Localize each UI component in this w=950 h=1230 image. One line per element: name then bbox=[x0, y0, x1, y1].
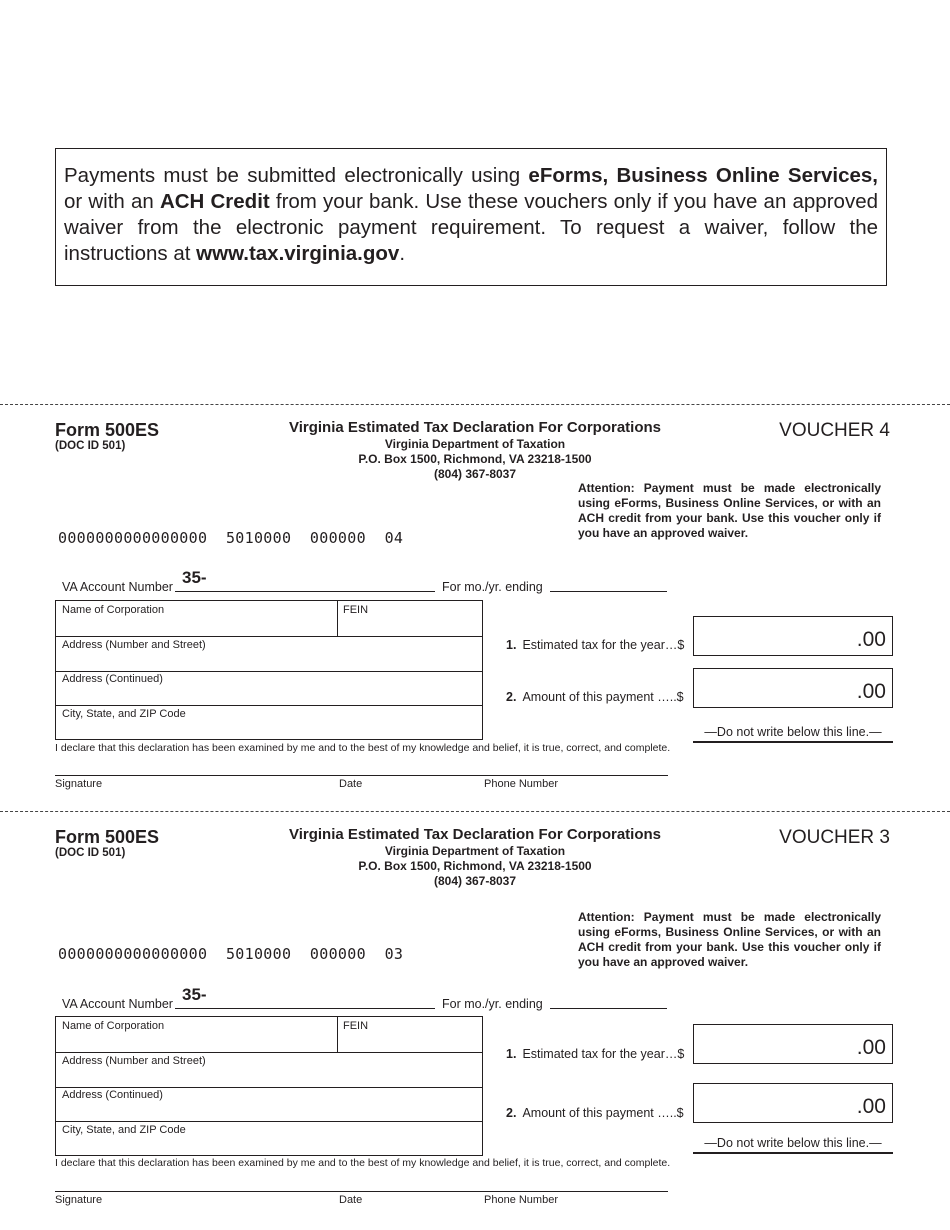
phone-number-label: Phone Number bbox=[484, 778, 558, 790]
account-number-field[interactable] bbox=[175, 1008, 435, 1009]
voucher-4 bbox=[0, 405, 950, 805]
account-number-label: VA Account Number bbox=[62, 580, 173, 594]
scanline-code: 0000000000000000 5010000 000000 04 bbox=[58, 529, 404, 547]
heading-agency: Virginia Department of Taxation bbox=[384, 844, 566, 858]
line-1-number: 1. bbox=[506, 638, 517, 652]
estimated-tax-amount-field[interactable]: .00 bbox=[693, 616, 893, 656]
address-continued-field[interactable]: Address (Continued) bbox=[62, 1089, 163, 1101]
form-heading bbox=[250, 419, 700, 482]
address-street-field[interactable]: Address (Number and Street) bbox=[62, 639, 206, 651]
account-number-prefix: 35- bbox=[182, 985, 207, 1004]
grid-divider bbox=[56, 1052, 482, 1053]
heading-agency: Virginia Department of Taxation bbox=[384, 437, 566, 451]
line-2-number: 2. bbox=[506, 1106, 517, 1120]
heading-phone: (804) 367-8037 bbox=[433, 467, 517, 481]
period-ending-field[interactable] bbox=[550, 1008, 667, 1009]
notice-text-1: Payments must be submitted electronically using bbox=[64, 164, 529, 187]
date-label: Date bbox=[339, 778, 363, 790]
grid-divider bbox=[56, 705, 482, 706]
notice-text-4: . bbox=[399, 242, 406, 265]
line-2-label bbox=[506, 1106, 684, 1120]
form-heading bbox=[250, 826, 700, 889]
period-ending-label: For mo./yr. ending bbox=[442, 580, 543, 594]
estimated-tax-amount-field[interactable]: .00 bbox=[693, 1024, 893, 1064]
form-title: Form 500ES bbox=[55, 827, 160, 847]
heading-title: Virginia Estimated Tax Declaration For Corporations bbox=[288, 419, 662, 436]
account-number-label: VA Account Number bbox=[62, 997, 173, 1011]
address-street-field[interactable]: Address (Number and Street) bbox=[62, 1055, 206, 1067]
notice-bold-eforms: eForms, Business Online Services, bbox=[528, 164, 878, 187]
line-2-text: Amount of this payment …..$ bbox=[522, 690, 684, 704]
do-not-write-line bbox=[693, 741, 893, 743]
corporation-info-grid bbox=[55, 600, 483, 740]
doc-id: (DOC ID 501) bbox=[55, 440, 126, 452]
payment-amount-field[interactable]: .00 bbox=[693, 668, 893, 708]
date-label: Date bbox=[339, 1194, 363, 1206]
account-number-prefix: 35- bbox=[182, 568, 207, 587]
signature-line[interactable] bbox=[55, 775, 668, 776]
do-not-write-note: —Do not write below this line.— bbox=[704, 725, 882, 739]
voucher-number: VOUCHER 4 bbox=[779, 420, 890, 441]
heading-title: Virginia Estimated Tax Declaration For Corporations bbox=[288, 826, 662, 843]
signature-line[interactable] bbox=[55, 1191, 668, 1192]
fein-field[interactable]: FEIN bbox=[343, 604, 369, 616]
corporation-info-grid bbox=[55, 1016, 483, 1156]
line-1-label bbox=[506, 1047, 684, 1061]
grid-divider bbox=[56, 1087, 482, 1088]
declaration-text: I declare that this declaration has been examined by me and to the best of my knowledge and belief, it is true, correct, and complete. bbox=[55, 1157, 671, 1169]
grid-divider bbox=[56, 1121, 482, 1122]
account-number-field[interactable] bbox=[175, 591, 435, 592]
period-ending-label: For mo./yr. ending bbox=[442, 997, 543, 1011]
form-title: Form 500ES bbox=[55, 420, 160, 440]
phone-number-label: Phone Number bbox=[484, 1194, 558, 1206]
voucher-number: VOUCHER 3 bbox=[779, 827, 890, 848]
scanline-code: 0000000000000000 5010000 000000 03 bbox=[58, 945, 404, 963]
line-1-text: Estimated tax for the year…$ bbox=[522, 638, 685, 652]
notice-text-3: from your bank. Use these vouchers only if you have an approved waiver from the electronic payment requirement. To request a waiver, follow the instructions at bbox=[64, 190, 878, 265]
fein-divider bbox=[337, 601, 338, 636]
voucher-3 bbox=[0, 812, 950, 1212]
notice-text-2: or with an bbox=[64, 190, 160, 213]
period-ending-field[interactable] bbox=[550, 591, 667, 592]
corporation-name-field[interactable]: Name of Corporation bbox=[62, 1020, 165, 1032]
line-2-text: Amount of this payment …..$ bbox=[522, 1106, 684, 1120]
doc-id: (DOC ID 501) bbox=[55, 847, 126, 859]
signature-label: Signature bbox=[55, 778, 103, 790]
notice-link-website[interactable]: www.tax.virginia.gov bbox=[196, 242, 400, 265]
attention-note: Attention: Payment must be made electronically using eForms, Business Online Services, or with an ACH credit from your bank. Use this voucher only if you have an approved waiver. bbox=[578, 910, 881, 969]
declaration-text: I declare that this declaration has been examined by me and to the best of my knowledge and belief, it is true, correct, and complete. bbox=[55, 742, 671, 754]
signature-label: Signature bbox=[55, 1194, 103, 1206]
fein-divider bbox=[337, 1017, 338, 1052]
grid-divider bbox=[56, 671, 482, 672]
line-2-label bbox=[506, 690, 684, 704]
electronic-payment-notice bbox=[55, 148, 887, 286]
do-not-write-note: —Do not write below this line.— bbox=[704, 1136, 882, 1150]
grid-divider bbox=[56, 636, 482, 637]
notice-bold-ach: ACH Credit bbox=[159, 190, 270, 213]
do-not-write-line bbox=[693, 1152, 893, 1154]
city-state-zip-field[interactable]: City, State, and ZIP Code bbox=[62, 1124, 186, 1136]
city-state-zip-field[interactable]: City, State, and ZIP Code bbox=[62, 708, 186, 720]
address-continued-field[interactable]: Address (Continued) bbox=[62, 673, 163, 685]
heading-phone: (804) 367-8037 bbox=[433, 874, 517, 888]
attention-note: Attention: Payment must be made electronically using eForms, Business Online Services, or with an ACH credit from your bank. Use this voucher only if you have an approved waiver. bbox=[578, 481, 881, 540]
heading-address: P.O. Box 1500, Richmond, VA 23218-1500 bbox=[358, 452, 592, 466]
corporation-name-field[interactable]: Name of Corporation bbox=[62, 604, 165, 616]
fein-field[interactable]: FEIN bbox=[343, 1020, 369, 1032]
payment-amount-field[interactable]: .00 bbox=[693, 1083, 893, 1123]
line-1-number: 1. bbox=[506, 1047, 517, 1061]
line-1-text: Estimated tax for the year…$ bbox=[522, 1047, 685, 1061]
heading-address: P.O. Box 1500, Richmond, VA 23218-1500 bbox=[358, 859, 592, 873]
line-2-number: 2. bbox=[506, 690, 517, 704]
line-1-label bbox=[506, 638, 684, 652]
